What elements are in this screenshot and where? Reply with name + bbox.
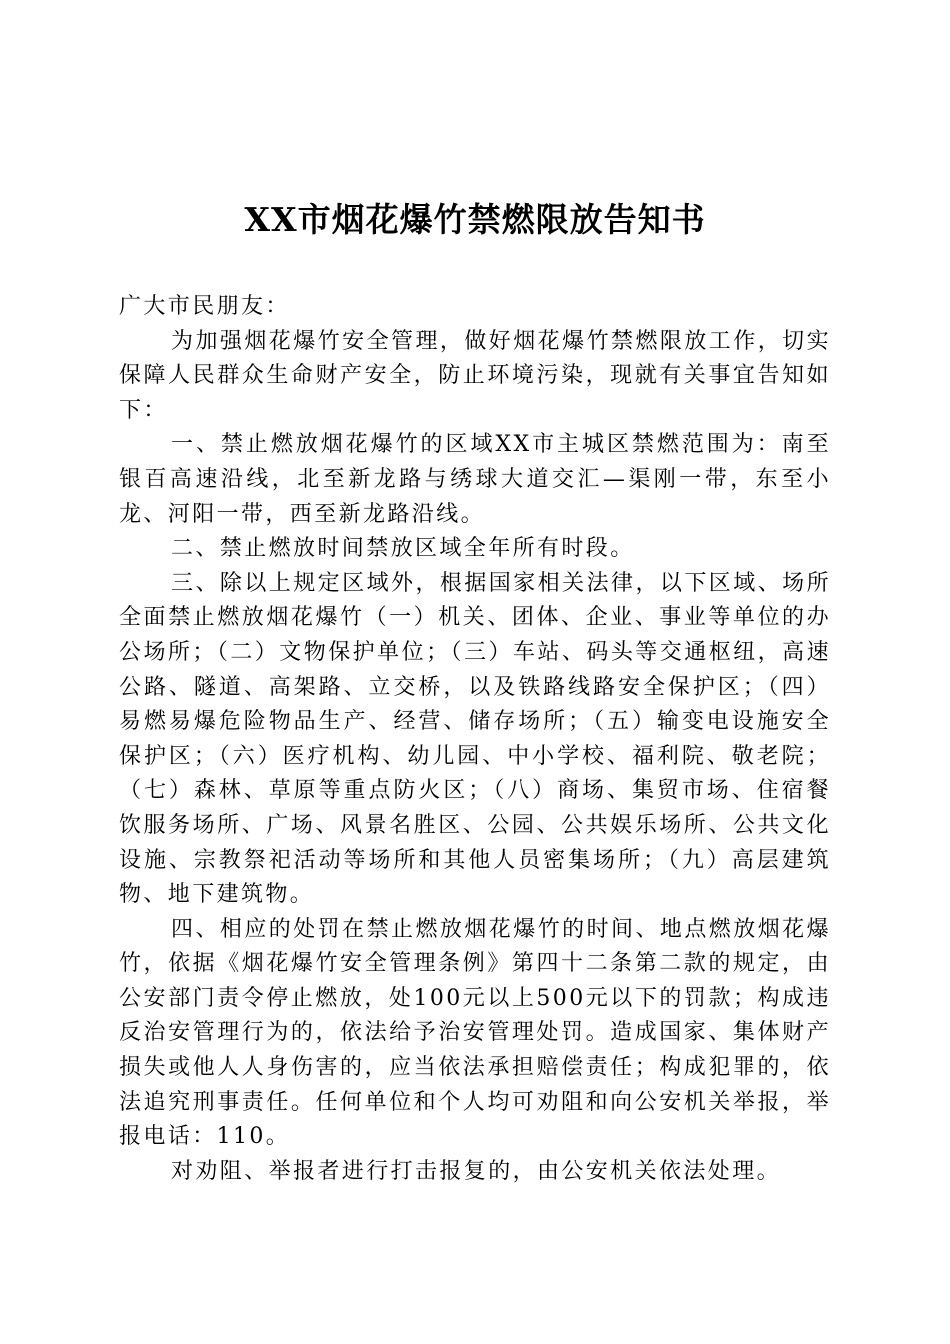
- document-title: XX市烟花爆竹禁燃限放告知书: [244, 200, 706, 239]
- salutation: 广大市民朋友：: [119, 294, 290, 319]
- section-1-prohibited-area: 一、禁止燃放烟花爆竹的区域XX市主城区禁燃范围为：南至银百高速沿线，北至新龙路与绣球大道交汇—渠刚一带，东至小龙、河阳一带，西至新龙路沿线。: [119, 432, 831, 527]
- section-4-penalties: 四、相应的处罚在禁止燃放烟花爆竹的时间、地点燃放烟花爆竹，依据《烟花爆竹安全管理条例》第四十二条第二款的规定，由公安部门责令停止燃放，处100元以上500元以下的罚款；构成违反治安管理行为的，依法给予治安管理处罚。造成国家、集体财产损失或他人人身伤害的，应当依法承担赔偿责任；构成犯罪的，依法追究刑事责任。任何单位和个人均可劝阻和向公安机关举报，举报电话：110。: [119, 916, 831, 1150]
- section-3-prohibited-places: 三、除以上规定区域外，根据国家相关法律，以下区域、场所全面禁止燃放烟花爆竹（一）机关、团体、企业、事业等单位的办公场所；（二）文物保护单位；（三）车站、码头等交通枢纽，高速公路、隧道、高架路、立交桥，以及铁路线路安全保护区；（四）易燃易爆危险物品生产、经营、储存场所；（五）输变电设施安全保护区；（六）医疗机构、幼儿园、中小学校、福利院、敬老院；（七）森林、草原等重点防火区；（八）商场、集贸市场、住宿餐饮服务场所、广场、风景名胜区、公园、公共娱乐场所、公共文化设施、宗教祭祀活动等场所和其他人员密集场所；（九）高层建筑物、地下建筑物。: [119, 570, 831, 908]
- document-body: [119, 290, 831, 1189]
- intro-paragraph: 为加强烟花爆竹安全管理，做好烟花爆竹禁燃限放工作，切实保障人民群众生命财产安全，防止环境污染，现就有关事宜告知如下：: [119, 328, 831, 423]
- closing-paragraph: 对劝阻、举报者进行打击报复的，由公安机关依法处理。: [171, 1158, 782, 1184]
- section-2-prohibited-time: 二、禁止燃放时间禁放区域全年所有时段。: [171, 536, 635, 562]
